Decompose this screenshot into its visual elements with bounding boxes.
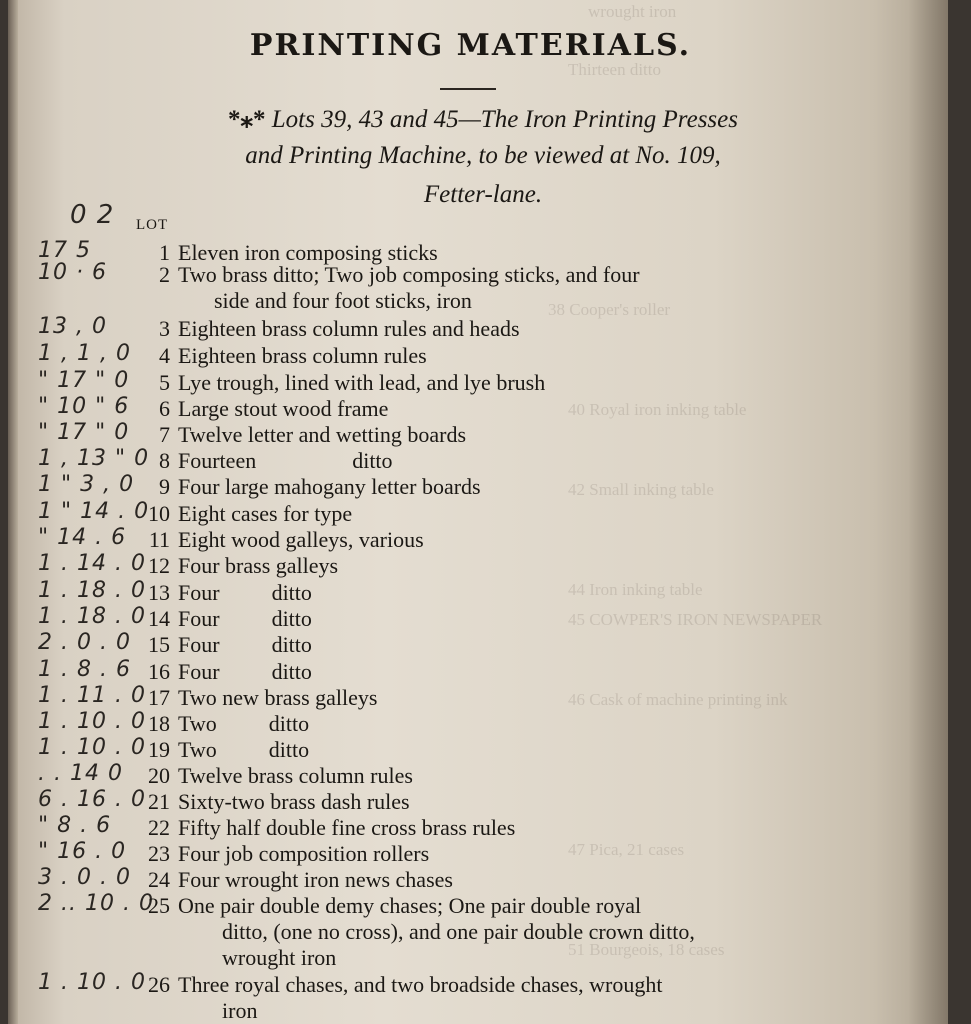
ditto-mark: ditto: [271, 659, 312, 684]
lot-number: 14: [148, 606, 170, 631]
lot-number: 24: [148, 867, 170, 892]
show-through-text: 47 Pica, 21 cases: [568, 840, 685, 859]
lot-number: 5: [159, 370, 170, 395]
ditto-mark: ditto: [268, 711, 310, 736]
lot-description: Four ditto: [178, 606, 312, 631]
lot-number: 9: [159, 474, 170, 499]
lot-description: Four wrought iron news chases: [178, 867, 453, 892]
note-text-1: Lots 39, 43 and 45—The Iron Printing Presses: [271, 106, 738, 133]
lot-number: 18: [148, 711, 170, 736]
handwritten-price: 1 , 1 , 0: [38, 341, 131, 366]
lot-number: 2: [159, 262, 170, 287]
handwritten-price: 13 , 0: [38, 314, 107, 339]
handwritten-price: 3 . 0 . 0: [38, 865, 131, 890]
lot-description: Fifty half double fine cross brass rules: [178, 815, 516, 840]
show-through-text: Thirteen ditto: [568, 60, 662, 79]
ditto-mark: ditto: [271, 632, 312, 657]
handwritten-price: 2 . 0 . 0: [38, 630, 131, 655]
lot-number: 3: [159, 316, 170, 341]
lot-description: Four ditto: [178, 580, 312, 605]
handwritten-price: 17 5: [38, 238, 91, 263]
lot-number: 19: [148, 737, 170, 762]
handwritten-price: " 10 " 6: [38, 394, 130, 419]
viewing-note-line-3: Fetter-lane.: [423, 181, 543, 208]
lot-column-header: LOT: [136, 217, 169, 233]
handwritten-price: 2 .. 10 . 0: [38, 891, 154, 916]
lot-description: Four ditto: [178, 659, 312, 684]
ditto-mark: ditto: [271, 606, 312, 631]
lot-description-continued: iron: [222, 998, 258, 1023]
document-page: [8, 0, 948, 1024]
lot-number: 6: [159, 396, 170, 421]
lot-number: 15: [148, 632, 170, 657]
handwritten-price: . . 14 0: [38, 761, 123, 786]
lot-number: 13: [148, 580, 170, 605]
show-through-text: 44 Iron inking table: [568, 580, 703, 599]
lot-description: Eleven iron composing sticks: [178, 240, 438, 265]
lot-number: 26: [148, 972, 170, 997]
lot-description: Three royal chases, and two broadside chases, wrought: [178, 972, 663, 997]
handwritten-price: 1 . 11 . 0: [38, 683, 146, 708]
lot-number: 10: [148, 501, 170, 526]
lot-number: 8: [159, 448, 170, 473]
page-edge-shadow: [908, 0, 948, 1024]
handwritten-price: 1 . 18 . 0: [38, 604, 146, 629]
show-through-text: 46 Cask of machine printing ink: [568, 690, 788, 709]
lot-description: Eighteen brass column rules and heads: [178, 316, 520, 341]
show-through-text: 38 Cooper's roller: [548, 300, 671, 319]
show-through-text: 40 Royal iron inking table: [568, 400, 747, 419]
lot-description: Four brass galleys: [178, 553, 339, 578]
lot-number: 11: [148, 527, 170, 552]
lot-number: 12: [148, 553, 170, 578]
lot-number: 17: [148, 685, 170, 710]
lot-number: 4: [159, 343, 170, 368]
lot-description-continued: wrought iron: [222, 945, 337, 970]
ditto-mark: ditto: [271, 580, 312, 605]
handwritten-price: 1 . 10 . 0: [38, 735, 146, 760]
handwritten-price: 1 . 10 . 0: [38, 709, 146, 734]
lot-description: Eighteen brass column rules: [178, 343, 427, 368]
lot-description: Eight cases for type: [178, 501, 353, 526]
show-through-text: 45 COWPER'S IRON NEWSPAPER: [568, 610, 823, 629]
lot-description: Eight wood galleys, various: [178, 527, 424, 552]
handwritten-price: 10 · 6: [38, 260, 107, 285]
handwritten-price: 1 . 18 . 0: [38, 578, 146, 603]
handwritten-price: " 17 " 0: [38, 420, 130, 445]
handwritten-price: 1 . 8 . 6: [38, 657, 131, 682]
ditto-mark: ditto: [268, 737, 310, 762]
lot-number: 21: [148, 789, 170, 814]
lot-description-continued: ditto, (one no cross), and one pair double crown ditto,: [222, 919, 695, 944]
lot-number: 1: [159, 240, 170, 265]
lot-description: Twelve brass column rules: [178, 763, 413, 788]
lot-description: Two ditto: [178, 711, 310, 736]
handwritten-price: " 17 " 0: [38, 368, 130, 393]
handwritten-price: 6 . 16 . 0: [38, 787, 146, 812]
lot-number: 25: [148, 893, 170, 918]
asterism: *⁎*: [228, 106, 266, 133]
lot-description: Four job composition rollers: [178, 841, 430, 866]
viewing-note-line-2: and Printing Machine, to be viewed at No. 109,: [245, 142, 721, 169]
show-through-text: wrought iron: [588, 2, 677, 21]
lot-description: Two ditto: [178, 737, 310, 762]
lot-number: 16: [148, 659, 170, 684]
viewing-note-line-1: [118, 104, 848, 134]
page-title: PRINTING MATERIALS.: [249, 28, 692, 63]
lot-number: 7: [159, 422, 170, 447]
handwritten-price: " 16 . 0: [38, 839, 127, 864]
lot-description: Four large mahogany letter boards: [178, 474, 481, 499]
handwritten-price: " 14 . 6: [38, 525, 127, 550]
handwritten-price: 1 " 3 , 0: [38, 472, 135, 497]
title-divider: [440, 88, 496, 90]
lot-number: 22: [148, 815, 170, 840]
lot-description: Twelve letter and wetting boards: [178, 422, 467, 447]
lot-description: Two brass ditto; Two job composing sticks, and four: [178, 262, 640, 287]
handwritten-price: 1 " 14 . 0: [38, 499, 150, 524]
lot-description: Lye trough, lined with lead, and lye brush: [178, 370, 546, 395]
lot-description: Sixty-two brass dash rules: [178, 789, 410, 814]
handwritten-header-mark: 0 2: [70, 200, 115, 230]
show-through-text: 51 Bourgeois, 18 cases: [568, 940, 725, 959]
lot-description: Fourteen ditto: [178, 448, 393, 473]
lot-description: Large stout wood frame: [178, 396, 389, 421]
lot-number: 20: [148, 763, 170, 788]
handwritten-price: 1 , 13 " 0: [38, 446, 150, 471]
handwritten-price: 1 . 14 . 0: [38, 551, 146, 576]
handwritten-price: " 8 . 6: [38, 813, 112, 838]
handwritten-price: 1 . 10 . 0: [38, 970, 146, 995]
lot-description: Two new brass galleys: [178, 685, 378, 710]
lot-number: 23: [148, 841, 170, 866]
ditto-mark: ditto: [352, 448, 393, 473]
lot-description: One pair double demy chases; One pair double royal: [178, 893, 642, 918]
book-binding: [8, 0, 18, 1024]
lot-description: Four ditto: [178, 632, 312, 657]
lot-description-continued: side and four foot sticks, iron: [214, 288, 472, 313]
show-through-text: 42 Small inking table: [568, 480, 714, 499]
